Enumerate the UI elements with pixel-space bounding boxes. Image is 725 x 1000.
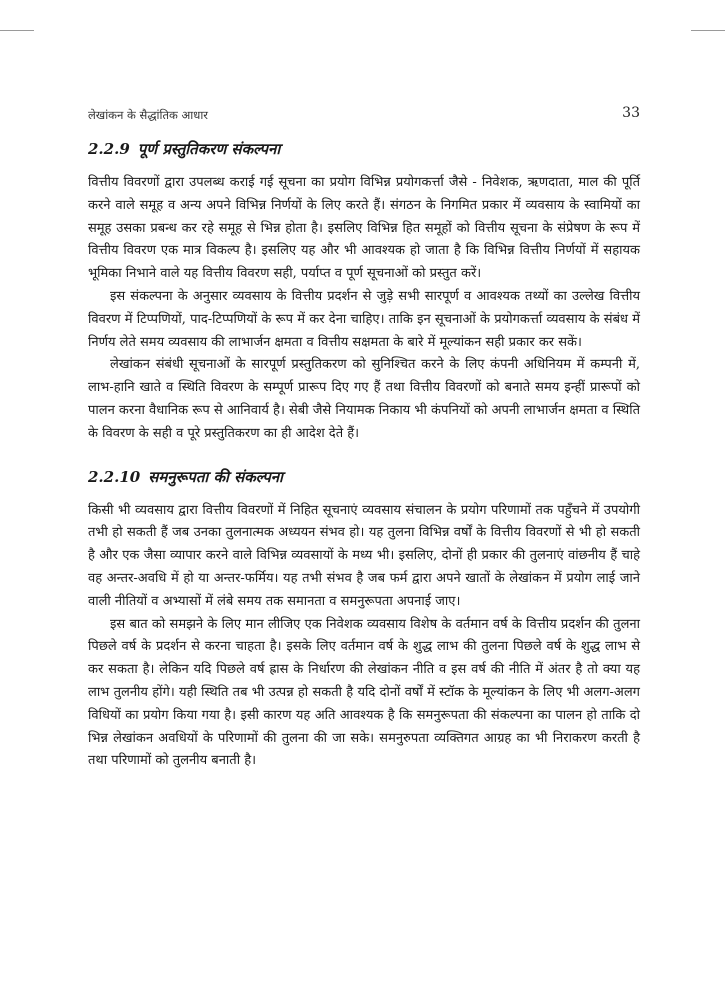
running-head: लेखांकन के सैद्धांतिक आधार <box>88 108 209 122</box>
section-number: 2.2.10 <box>88 467 141 486</box>
paragraph: इस संकल्पना के अनुसार व्यवसाय के वित्तीय प्रदर्शन से जुड़े सभी सारपूर्ण व आवश्यक तथ्यों का उल्लेख वित्तीय विवरण में टिप्पणियों, पाद-टिप्पणियों के रूप में कर देना चाहिए। ताकि इन सूचनाओं के प्रयोगकर्त्ता व्यवसाय के संबंध में निर्णय लेते समय व्यवसाय की लाभार्जन क्षमता व वित्तीय सक्षमता के बारे में मूल्यांकन सही प्रकार कर सकें। <box>88 288 640 350</box>
page-number: 33 <box>622 105 640 121</box>
section-heading-2-2-10 <box>88 464 640 490</box>
section-spacer <box>88 446 640 464</box>
section-heading-2-2-9 <box>88 136 640 162</box>
paragraph: लेखांकन संबंधी सूचनाओं के सारपूर्ण प्रस्तुतिकरण को सुनिश्चित करने के लिए कंपनी अधिनियम में कम्पनी में, लाभ-हानि खाते व स्थिति विवरण के सम्पूर्ण प्रारूप दिए गए हैं तथा वित्तीय विवरणों को बनाते समय इन्हीं प्रारूपों को पालन करना वैधानिक रूप से आनिवार्य है। सेबी जैसे नियामक निकाय भी कंपनियों को अपनी लाभार्जन क्षमता व स्थिति के विवरण के सही व पूरे प्रस्तुतिकरण का ही आदेश देते हैं। <box>88 357 640 441</box>
crop-mark-left <box>0 30 34 31</box>
crop-mark-right <box>691 30 725 31</box>
section-number: 2.2.9 <box>88 140 130 158</box>
page-body <box>88 136 640 773</box>
paragraph: इस बात को समझने के लिए मान लीजिए एक निवेशक व्यवसाय विशेष के वर्तमान वर्ष के वित्तीय प्रदर्शन की तुलना पिछले वर्ष के प्रदर्शन से करना चाहता है। इसके लिए वर्तमान वर्ष के शुद्ध लाभ की तुलना पिछले वर्ष के शुद्ध लाभ से कर सकता है। लेकिन यदि पिछले वर्ष ह्रास के निर्धारण की लेखांकन नीति व इस वर्ष की नीति में अंतर है तो क्या यह लाभ तुलनीय होंगे। यही स्थिति तब भी उत्पन्न हो सकती है यदि दोनों वर्षों में स्टॉक के मूल्यांकन के लिए भी अलग-अलग विधियों का प्रयोग किया गया है। इसी कारण यह अति आवश्यक है कि समनुरूपता की संकल्पना का पालन हो ताकि दो भिन्न लेखांकन अवधियों के परिणामों की तुलना की जा सके। समनुरुपता व्यक्तिगत आग्रह का भी निराकरण करती है तथा परिणामों को तुलनीय बनाती है। <box>88 616 640 769</box>
section-title: पूर्ण प्रस्तुतिकरण संकल्पना <box>137 140 281 158</box>
paragraph: वित्तीय विवरणों द्वारा उपलब्ध कराई गई सूचना का प्रयोग विभिन्न प्रयोगकर्त्ता जैसे - निवेशक, ऋणदाता, माल की पूर्ति करने वाले समूह व अन्य अपने विभिन्न निर्णयों के लिए करते हैं। संगठन के निगमित प्रकार में व्यवसाय के स्वामियों का समूह उसका प्रबन्ध कर रहे समूह से भिन्न होता है। इसलिए विभिन्न हित समूहों को वित्तीय सूचना के संप्रेषण के रूप में वित्तीय विवरण एक मात्र विकल्प है। इसलिए यह और भी आवश्यक हो जाता है कि विभिन्न वित्तीय निर्णयों में सहायक भूमिका निभाने वाले यह वित्तीय विवरण सही, पर्याप्त व पूर्ण सूचनाओं को प्रस्तुत करें। <box>88 175 640 282</box>
paragraph: किसी भी व्यवसाय द्वारा वित्तीय विवरणों में निहित सूचनाएं व्यवसाय संचालन के प्रयोग परिणामों तक पहुँचने में उपयोगी तभी हो सकती हैं जब उनका तुलनात्मक अध्ययन संभव हो। यह तुलना विभिन्न वर्षों के वित्तीय विवरणों से भी हो सकती है और एक जैसा व्यापार करने वाले विभिन्न व्यवसायों के मध्य भी। इसलिए, दोनों ही प्रकार की तुलनाएं वांछनीय हैं चाहे वह अन्तर-अवधि में हो या अन्तर-फर्मिय। यह तभी संभव है जब फर्म द्वारा अपने खातों के लेखांकन में प्रयोग लाई जाने वाली नीतियों व अभ्यासों में लंबे समय तक समानता व समनुरूपता अपनाई जाए। <box>88 502 640 609</box>
section-title: समनुरूपता की संकल्पना <box>148 467 283 486</box>
